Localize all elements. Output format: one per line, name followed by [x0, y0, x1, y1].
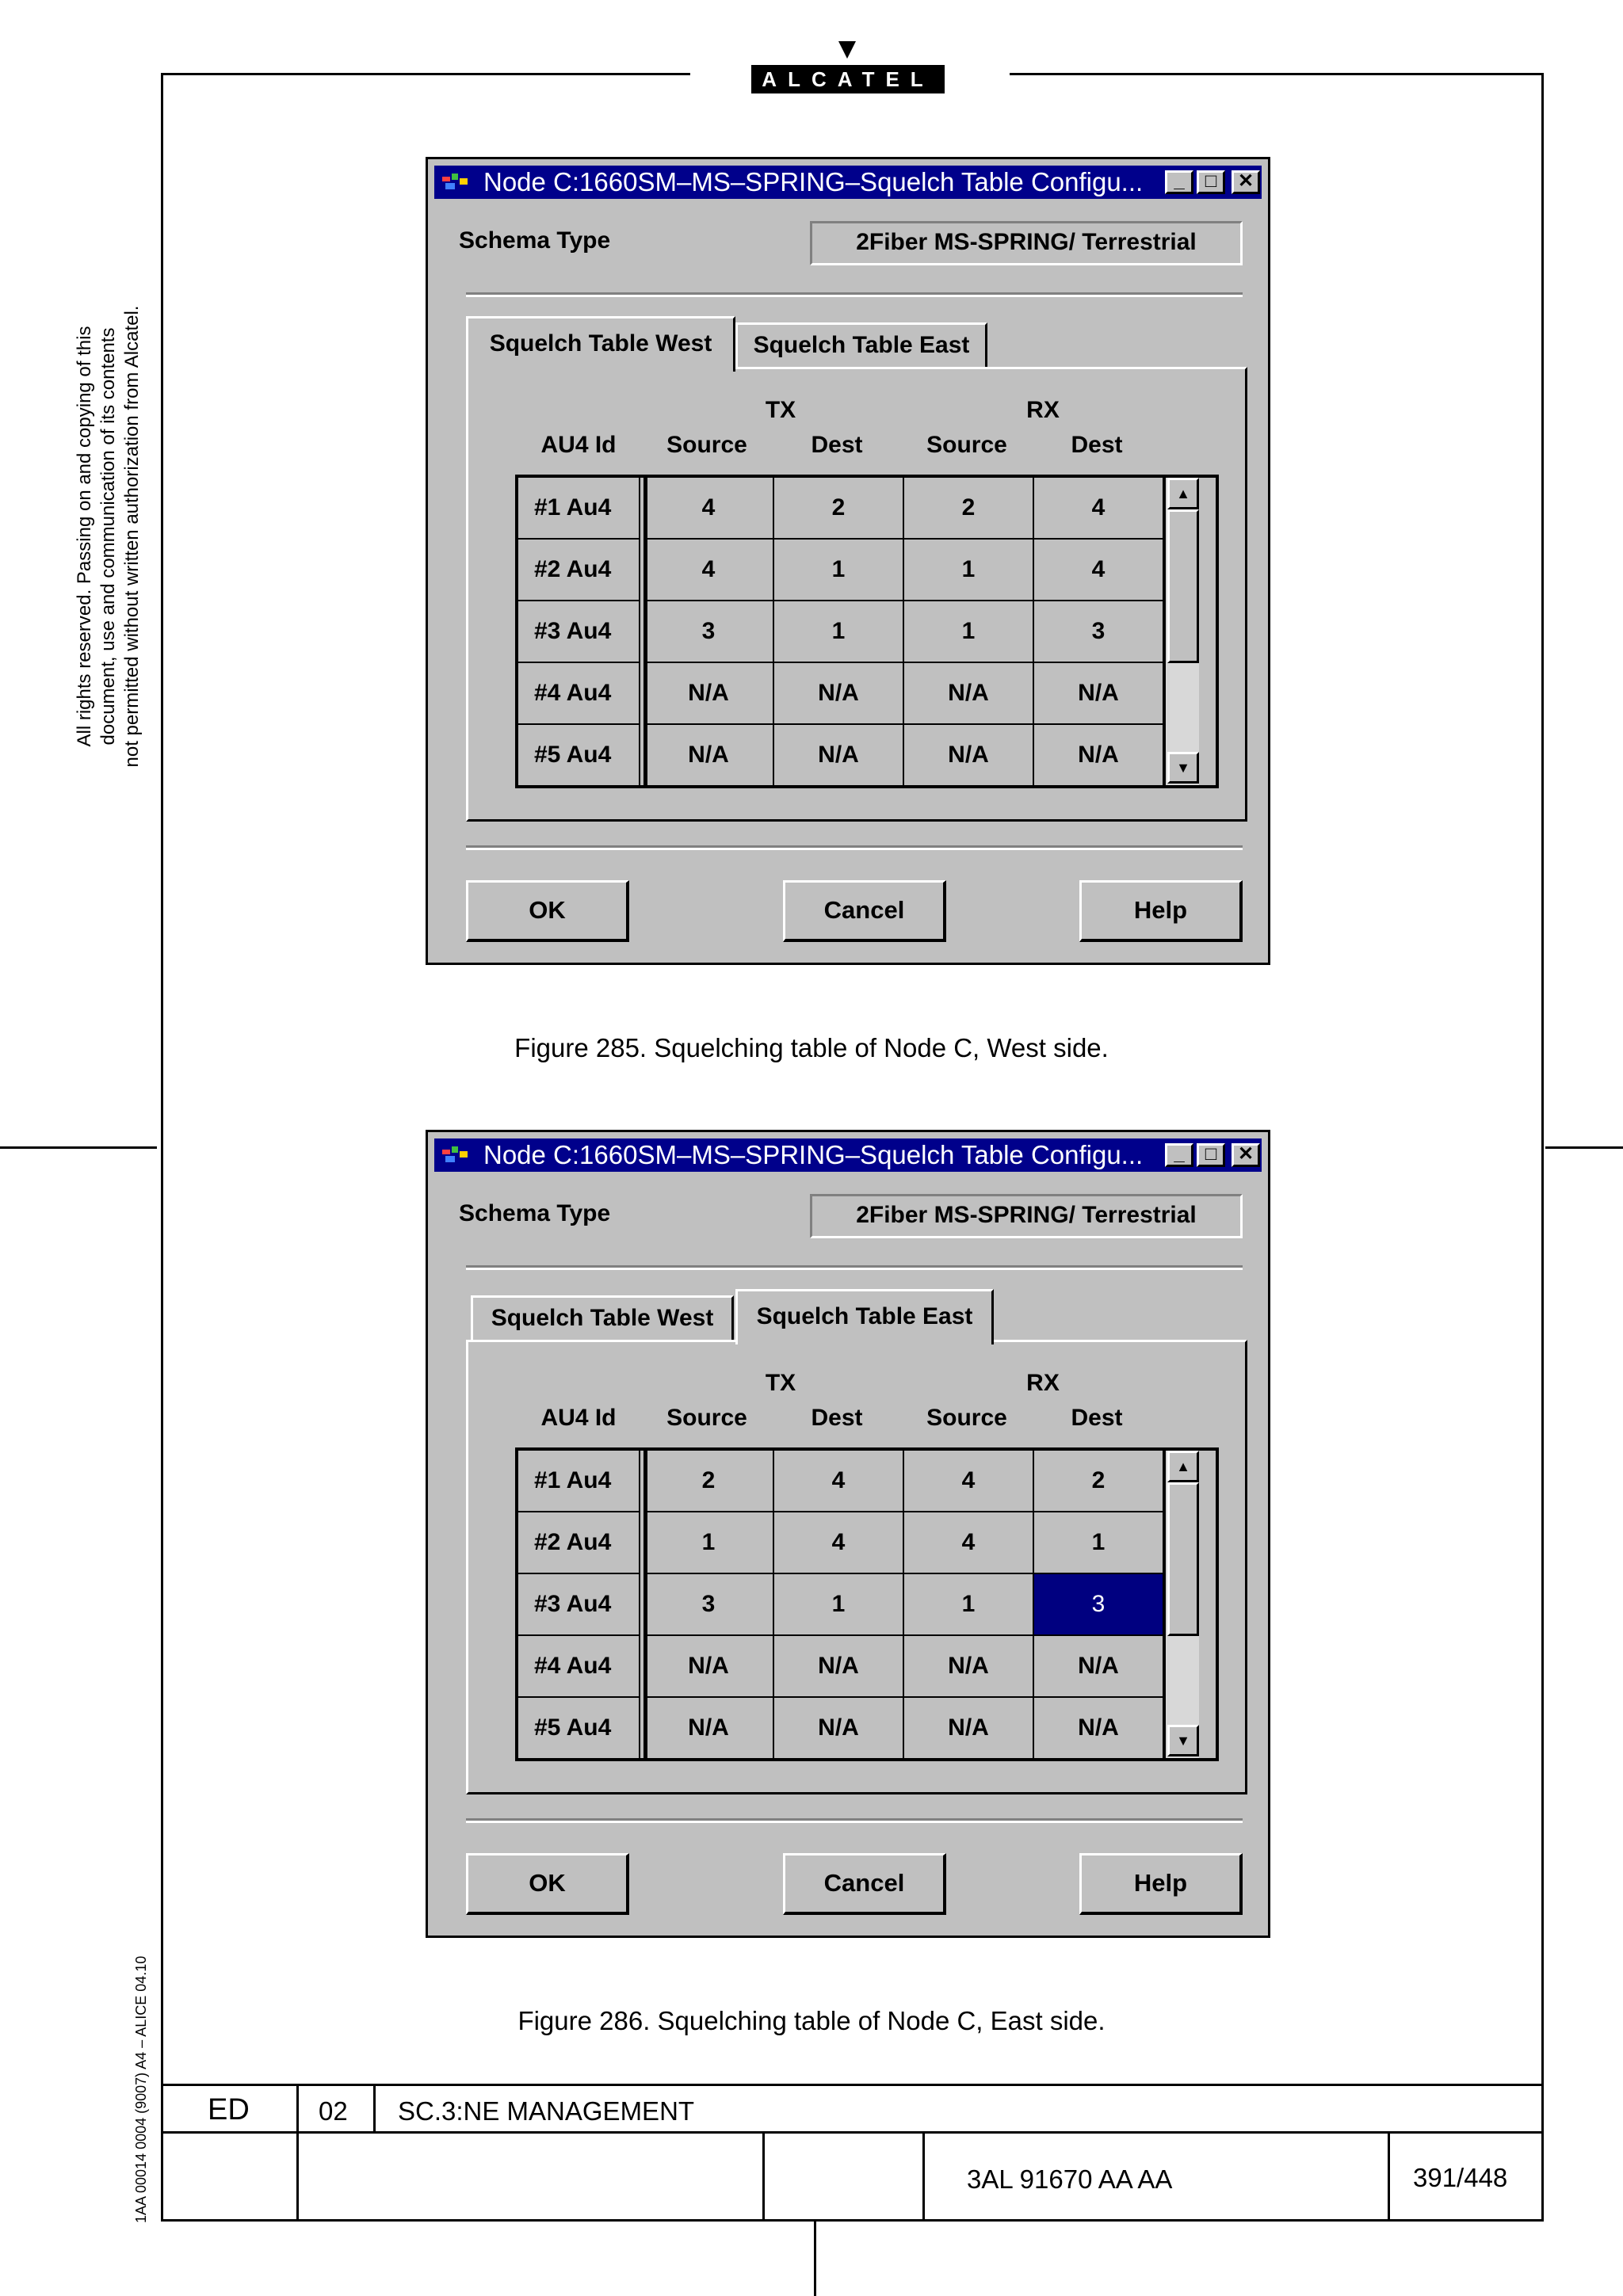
row-id: #3 Au4 [518, 601, 640, 663]
scroll-up-button[interactable]: ▲ [1167, 478, 1199, 509]
col-header-rx-dest: Dest [1071, 1405, 1123, 1431]
row-id: #1 Au4 [518, 478, 640, 540]
tx-group-header: TX [765, 1370, 796, 1396]
tx-source-cell[interactable]: N/A [644, 725, 774, 787]
separator-top [466, 1265, 1243, 1270]
dialog-title-bar[interactable] [434, 166, 1262, 199]
rx-source-cell[interactable]: 4 [904, 1512, 1034, 1574]
tx-dest-cell[interactable]: 4 [774, 1451, 904, 1512]
vertical-scrollbar[interactable] [1164, 478, 1199, 785]
frame-left [161, 73, 163, 2222]
tab-squelch-table-east[interactable]: Squelch Table East [735, 1289, 994, 1344]
document-code: 3AL 91670 AA AA [967, 2164, 1173, 2194]
dialog-title: Node C:1660SM–MS–SPRING–Squelch Table Configu... [483, 1140, 1144, 1169]
footer-divider-3 [762, 2131, 765, 2222]
rx-source-cell[interactable]: 1 [904, 601, 1034, 663]
tx-source-cell[interactable]: 2 [644, 1451, 774, 1512]
rx-group-header: RX [1026, 397, 1060, 423]
col-header-tx-dest: Dest [811, 1405, 863, 1431]
tx-dest-cell[interactable]: 1 [774, 601, 904, 663]
rx-dest-cell[interactable]: 2 [1034, 1451, 1164, 1512]
footer-divider-4 [922, 2131, 925, 2222]
rx-dest-cell[interactable]: N/A [1034, 663, 1164, 725]
tab-squelch-table-west[interactable]: Squelch Table West [471, 1295, 734, 1340]
tx-dest-cell[interactable]: 1 [774, 1574, 904, 1636]
tx-group-header: TX [765, 397, 796, 423]
edition-label: ED [208, 2093, 250, 2126]
schema-type-label: Schema Type [459, 1200, 611, 1226]
rights-notice-line2: document, use and communication of its contents [97, 327, 119, 746]
frame-right [1541, 73, 1544, 2222]
close-button[interactable]: ✕ [1232, 170, 1260, 194]
section-title: SC.3:NE MANAGEMENT [398, 2096, 695, 2126]
tx-source-cell[interactable]: 3 [644, 601, 774, 663]
tx-source-cell[interactable]: 1 [644, 1512, 774, 1574]
col-header-au4-id: AU4 Id [540, 432, 617, 458]
rx-dest-cell-selected[interactable]: 3 [1034, 1574, 1164, 1636]
rx-source-cell[interactable]: 4 [904, 1451, 1034, 1512]
scroll-thumb[interactable] [1167, 509, 1199, 663]
app-icon [441, 172, 471, 193]
schema-type-field: 2Fiber MS-SPRING/ Terrestrial [810, 1194, 1243, 1238]
row-id: #5 Au4 [518, 725, 640, 787]
footer-line-middle [161, 2131, 1544, 2134]
rx-source-cell[interactable]: 1 [904, 1574, 1034, 1636]
scroll-down-button[interactable]: ▼ [1167, 752, 1199, 784]
cancel-button[interactable]: Cancel [783, 1853, 946, 1915]
row-id: #4 Au4 [518, 663, 640, 725]
row-id: #2 Au4 [518, 540, 640, 601]
rx-dest-cell[interactable]: N/A [1034, 1698, 1164, 1760]
tab-squelch-table-east[interactable]: Squelch Table East [735, 322, 987, 367]
footer-divider-1 [296, 2084, 299, 2222]
squelch-dialog-west [426, 157, 1270, 965]
dialog-title-bar[interactable] [434, 1138, 1262, 1172]
tx-source-cell[interactable]: 4 [644, 478, 774, 540]
rights-notice-line1: All rights reserved. Passing on and copying of this [74, 326, 95, 747]
col-header-rx-source: Source [926, 1405, 1007, 1431]
logo-triangle-icon [838, 41, 856, 59]
row-id: #3 Au4 [518, 1574, 640, 1636]
rx-source-cell[interactable]: N/A [904, 1698, 1034, 1760]
rx-group-header: RX [1026, 1370, 1060, 1396]
col-header-rx-dest: Dest [1071, 432, 1123, 458]
rx-dest-cell[interactable]: 4 [1034, 540, 1164, 601]
rx-source-cell[interactable]: N/A [904, 725, 1034, 787]
footer-divider-5 [1388, 2131, 1390, 2222]
scroll-down-button[interactable]: ▼ [1167, 1725, 1199, 1756]
tx-dest-cell[interactable]: 4 [774, 1512, 904, 1574]
form-code: 1AA 00014 0004 (9007) A4 – ALICE 04.10 [133, 1955, 149, 2223]
close-button[interactable]: ✕ [1232, 1143, 1260, 1167]
help-button[interactable]: Help [1079, 1853, 1243, 1915]
footer-line-bottom [161, 2219, 1544, 2222]
tx-dest-cell[interactable]: N/A [774, 663, 904, 725]
col-header-tx-dest: Dest [811, 432, 863, 458]
edition-value: 02 [319, 2096, 348, 2126]
fold-mark-left [0, 1146, 157, 1149]
maximize-button[interactable]: □ [1197, 1143, 1225, 1167]
alcatel-logo: ALCATEL [751, 65, 945, 93]
footer-divider-2 [373, 2084, 376, 2134]
rx-dest-cell[interactable]: 4 [1034, 478, 1164, 540]
rx-dest-cell[interactable]: 3 [1034, 601, 1164, 663]
frame-top-right [1010, 73, 1544, 75]
row-id: #2 Au4 [518, 1512, 640, 1574]
separator-bottom [466, 845, 1243, 850]
rights-notice [73, 271, 144, 802]
tx-dest-cell[interactable]: N/A [774, 1636, 904, 1698]
tx-dest-cell[interactable]: N/A [774, 725, 904, 787]
row-id: #1 Au4 [518, 1451, 640, 1512]
tx-dest-cell[interactable]: 1 [774, 540, 904, 601]
frame-top-left [161, 73, 690, 75]
page-number: 391/448 [1413, 2163, 1508, 2192]
rights-notice-line3: not permitted without written authorization from Alcatel. [121, 305, 143, 768]
ok-button[interactable]: OK [466, 1853, 629, 1915]
scroll-thumb[interactable] [1167, 1482, 1199, 1636]
schema-type-label: Schema Type [459, 227, 611, 254]
fold-mark-right [1545, 1146, 1623, 1149]
col-header-tx-source: Source [666, 432, 747, 458]
squelch-dialog-east [426, 1130, 1270, 1938]
help-button[interactable]: Help [1079, 880, 1243, 942]
row-id: #4 Au4 [518, 1636, 640, 1698]
col-header-au4-id: AU4 Id [540, 1405, 617, 1431]
tx-source-cell[interactable]: N/A [644, 1698, 774, 1760]
figure-caption-285: Figure 285. Squelching table of Node C, West side. [514, 1033, 1109, 1062]
rx-source-cell[interactable]: 2 [904, 478, 1034, 540]
tab-squelch-table-west[interactable]: Squelch Table West [466, 316, 735, 372]
tx-source-cell[interactable]: N/A [644, 663, 774, 725]
app-icon [441, 1145, 471, 1165]
tx-source-cell[interactable]: 4 [644, 540, 774, 601]
row-id: #5 Au4 [518, 1698, 640, 1760]
col-header-rx-source: Source [926, 432, 1007, 458]
rx-dest-cell[interactable]: 1 [1034, 1512, 1164, 1574]
rx-source-cell[interactable]: 1 [904, 540, 1034, 601]
separator-bottom [466, 1818, 1243, 1823]
cancel-button[interactable]: Cancel [783, 880, 946, 942]
col-header-tx-source: Source [666, 1405, 747, 1431]
rx-source-cell[interactable]: N/A [904, 1636, 1034, 1698]
figure-caption-286: Figure 286. Squelching table of Node C, East side. [517, 2006, 1106, 2035]
tx-source-cell[interactable]: 3 [644, 1574, 774, 1636]
bottom-mark [814, 2222, 816, 2296]
scroll-up-button[interactable]: ▲ [1167, 1451, 1199, 1482]
tx-dest-cell[interactable]: 2 [774, 478, 904, 540]
rx-source-cell[interactable]: N/A [904, 663, 1034, 725]
minimize-button[interactable]: _ [1165, 170, 1193, 194]
ok-button[interactable]: OK [466, 880, 629, 942]
maximize-button[interactable]: □ [1197, 170, 1225, 194]
tx-dest-cell[interactable]: N/A [774, 1698, 904, 1760]
rx-dest-cell[interactable]: N/A [1034, 725, 1164, 787]
tx-source-cell[interactable]: N/A [644, 1636, 774, 1698]
vertical-scrollbar[interactable] [1164, 1451, 1199, 1758]
rx-dest-cell[interactable]: N/A [1034, 1636, 1164, 1698]
dialog-title: Node C:1660SM–MS–SPRING–Squelch Table Configu... [483, 167, 1144, 196]
separator-top [466, 292, 1243, 297]
minimize-button[interactable]: _ [1165, 1143, 1193, 1167]
footer-line-top [161, 2084, 1544, 2086]
schema-type-field: 2Fiber MS-SPRING/ Terrestrial [810, 221, 1243, 265]
